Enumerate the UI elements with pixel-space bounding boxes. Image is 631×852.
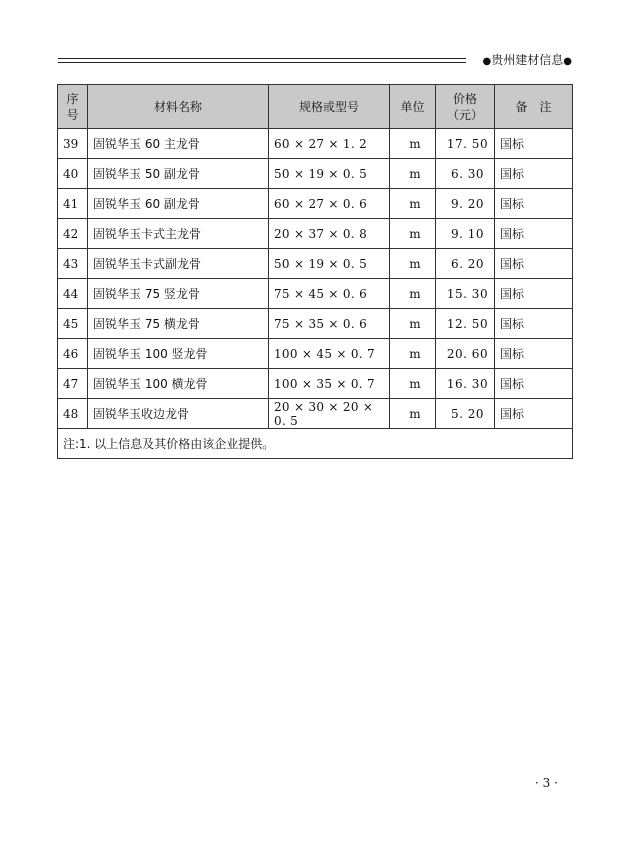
cell-note: 国标	[495, 249, 573, 279]
cell-price: 6. 30	[436, 159, 495, 189]
cell-name: 固锐华玉卡式副龙骨	[88, 249, 269, 279]
cell-price: 15. 30	[436, 279, 495, 309]
header-cell-spec: 规格或型号	[269, 85, 390, 129]
cell-price: 12. 50	[436, 309, 495, 339]
cell-price: 9. 20	[436, 189, 495, 219]
cell-unit: m	[390, 399, 436, 429]
header-price-line2: （元）	[446, 107, 483, 122]
header-cell-no	[58, 85, 88, 129]
cell-no: 44	[58, 279, 88, 309]
cell-spec: 100 × 45 × 0. 7	[269, 339, 390, 369]
cell-spec: 50 × 19 × 0. 5	[269, 249, 390, 279]
cell-no: 42	[58, 219, 88, 249]
cell-no: 40	[58, 159, 88, 189]
cell-note: 国标	[495, 189, 573, 219]
page-header	[58, 52, 572, 68]
cell-note: 国标	[495, 129, 573, 159]
table-row	[58, 219, 573, 249]
cell-price: 17. 50	[436, 129, 495, 159]
bullet-icon: ●	[563, 56, 572, 67]
cell-name: 固锐华玉卡式主龙骨	[88, 219, 269, 249]
cell-no: 46	[58, 339, 88, 369]
cell-note: 国标	[495, 369, 573, 399]
cell-name: 固锐华玉 60 主龙骨	[88, 129, 269, 159]
cell-name: 固锐华玉 75 横龙骨	[88, 309, 269, 339]
cell-unit: m	[390, 279, 436, 309]
header-cell-name: 材料名称	[88, 85, 269, 129]
table-row	[58, 159, 573, 189]
cell-no: 41	[58, 189, 88, 219]
table-row	[58, 339, 573, 369]
cell-unit: m	[390, 339, 436, 369]
cell-price: 9. 10	[436, 219, 495, 249]
cell-price: 16. 30	[436, 369, 495, 399]
cell-name: 固锐华玉 50 副龙骨	[88, 159, 269, 189]
cell-note: 国标	[495, 219, 573, 249]
cell-spec: 60 × 27 × 1. 2	[269, 129, 390, 159]
header-rule-bottom	[58, 62, 466, 63]
header-no-line1: 序	[66, 91, 79, 106]
cell-note: 国标	[495, 339, 573, 369]
cell-spec: 100 × 35 × 0. 7	[269, 369, 390, 399]
cell-spec: 20 × 37 × 0. 8	[269, 219, 390, 249]
header-rule-top	[58, 58, 466, 59]
table-row	[58, 399, 573, 429]
cell-unit: m	[390, 129, 436, 159]
cell-name: 固锐华玉 100 竖龙骨	[88, 339, 269, 369]
cell-spec: 20 × 30 × 20 × 0. 5	[269, 399, 390, 429]
price-table	[57, 84, 573, 459]
table-row	[58, 279, 573, 309]
table-header-row	[58, 85, 573, 129]
footnote: 注:1. 以上信息及其价格由该企业提供。	[58, 429, 573, 459]
cell-spec: 50 × 19 × 0. 5	[269, 159, 390, 189]
cell-spec: 75 × 45 × 0. 6	[269, 279, 390, 309]
cell-no: 48	[58, 399, 88, 429]
header-title	[483, 52, 572, 70]
cell-name: 固锐华玉 100 横龙骨	[88, 369, 269, 399]
header-title-text: 贵州建材信息	[491, 53, 564, 67]
cell-note: 国标	[495, 399, 573, 429]
cell-note: 国标	[495, 279, 573, 309]
header-price-line1: 价格	[452, 91, 477, 106]
cell-no: 39	[58, 129, 88, 159]
cell-price: 5. 20	[436, 399, 495, 429]
cell-unit: m	[390, 189, 436, 219]
cell-name: 固锐华玉 75 竖龙骨	[88, 279, 269, 309]
header-cell-note: 备 注	[495, 85, 573, 129]
cell-name: 固锐华玉 60 副龙骨	[88, 189, 269, 219]
cell-unit: m	[390, 309, 436, 339]
cell-no: 45	[58, 309, 88, 339]
table-row	[58, 309, 573, 339]
header-cell-unit: 单位	[390, 85, 436, 129]
header-cell-price	[436, 85, 495, 129]
table-row	[58, 189, 573, 219]
page-number: · 3 ·	[535, 776, 558, 790]
cell-note: 国标	[495, 309, 573, 339]
cell-unit: m	[390, 159, 436, 189]
cell-name: 固锐华玉收边龙骨	[88, 399, 269, 429]
bullet-icon: ●	[482, 56, 492, 67]
cell-unit: m	[390, 219, 436, 249]
cell-note: 国标	[495, 159, 573, 189]
footnote-row	[58, 429, 573, 459]
table-row	[58, 129, 573, 159]
table-row	[58, 369, 573, 399]
header-no-line2: 号	[66, 107, 79, 122]
cell-price: 20. 60	[436, 339, 495, 369]
table-row	[58, 249, 573, 279]
cell-spec: 60 × 27 × 0. 6	[269, 189, 390, 219]
cell-no: 47	[58, 369, 88, 399]
cell-unit: m	[390, 249, 436, 279]
cell-unit: m	[390, 369, 436, 399]
cell-no: 43	[58, 249, 88, 279]
cell-price: 6. 20	[436, 249, 495, 279]
cell-spec: 75 × 35 × 0. 6	[269, 309, 390, 339]
